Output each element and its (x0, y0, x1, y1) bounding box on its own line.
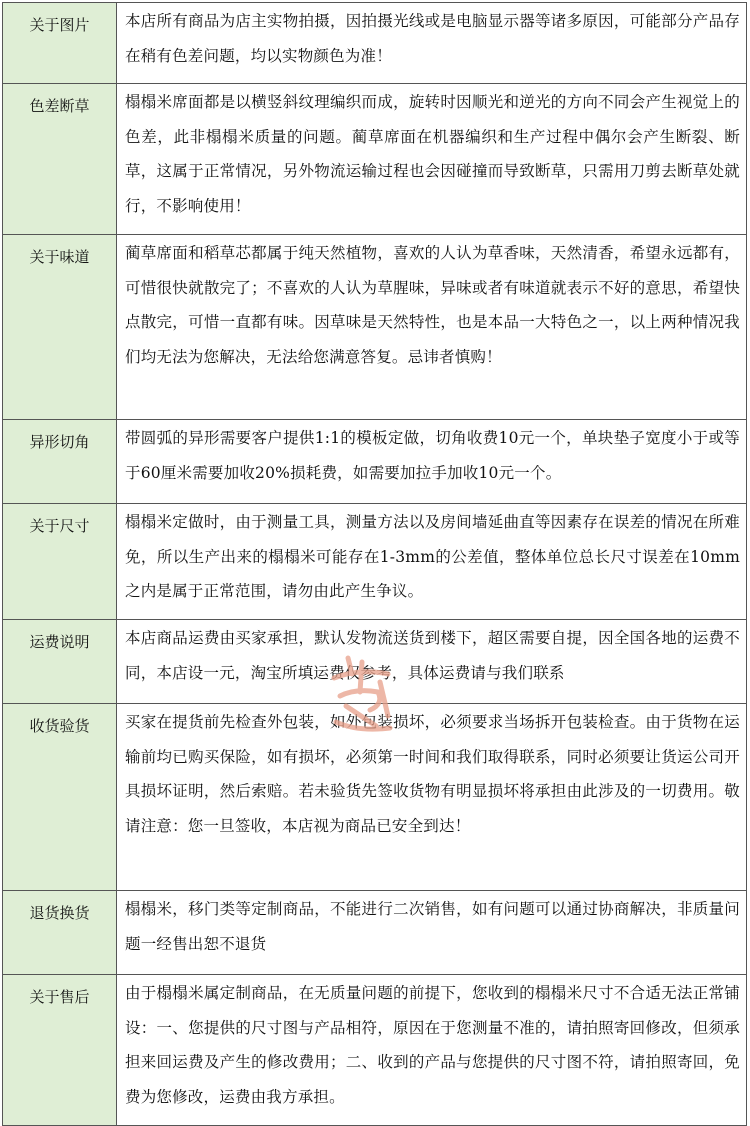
policy-row-shipping (3, 620, 747, 704)
policy-row-custom-shape (3, 420, 747, 504)
row-content: 本店所有商品为店主实物拍摄，因拍摄光线或是电脑显示器等诸多原因，可能部分产品存在稍有色差问题，均以实物颜色为准！ (117, 3, 747, 84)
policy-row-inspection (3, 704, 747, 891)
row-label (3, 704, 117, 891)
label-text: 色差断草 (29, 97, 90, 115)
label-text: 关于售后 (29, 988, 90, 1006)
row-content: 蔺草席面和稻草芯都属于纯天然植物，喜欢的人认为草香味，天然清香，希望永远都有，可惜很快就散完了；不喜欢的人认为草腥味，异味或者有味道就表示不好的意思，希望快点散完，可惜一直都有味。因草味是天然特性，也是本品一大特色之一，以上两种情况我们均无法为您解决，无法给您满意答复。忌讳者慎购！ (117, 235, 747, 420)
row-label (3, 84, 117, 235)
row-content: 由于榻榻米属定制商品，在无质量问题的前提下，您收到的榻榻米尺寸不合适无法正常铺设：一、您提供的尺寸图与产品相符，原因在于您测量不准的，请拍照寄回修改，但须承担来回运费及产生的修改费用；二、收到的产品与您提供的尺寸图不符，请拍照寄回，免费为您修改，运费由我方承担。 (117, 975, 747, 1126)
label-text: 关于尺寸 (29, 517, 90, 535)
row-label (3, 420, 117, 504)
row-content: 榻榻米定做时，由于测量工具，测量方法以及房间墙延曲直等因素存在误差的情况在所难免，所以生产出来的榻榻米可能存在1-3mm的公差值，整体单位总长尺寸误差在10mm之内是属于正常范围，请勿由此产生争议。 (117, 504, 747, 620)
store-policy-table (2, 2, 747, 1126)
label-text: 退货换货 (29, 904, 90, 922)
row-label (3, 975, 117, 1126)
row-label (3, 891, 117, 975)
row-content: 榻榻米，移门类等定制商品，不能进行二次销售，如有问题可以通过协商解决，非质量问题一经售出恕不退货 (117, 891, 747, 975)
row-label (3, 504, 117, 620)
label-text: 运费说明 (29, 633, 90, 651)
row-content: 带圆弧的异形需要客户提供1:1的模板定做，切角收费10元一个，单块垫子宽度小于或等于60厘米需要加收20%损耗费，如需要加拉手加收10元一个。 (117, 420, 747, 504)
label-text: 关于味道 (29, 248, 90, 266)
row-label (3, 620, 117, 704)
policy-row-smell (3, 235, 747, 420)
policy-row-photos (3, 3, 747, 84)
policy-row-size (3, 504, 747, 620)
row-content: 买家在提货前先检查外包装，如外包装损坏，必须要求当场拆开包装检查。由于货物在运输前均已购买保险，如有损坏，必须第一时间和我们取得联系，同时必须要让货运公司开具损坏证明，然后索赔。若未验货先签收货物有明显损坏将承担由此涉及的一切费用。敬请注意：您一旦签收，本店视为商品已安全到达！ (117, 704, 747, 891)
policy-row-after-sales (3, 975, 747, 1126)
label-text: 关于图片 (29, 16, 90, 34)
label-text: 收货验货 (29, 717, 90, 735)
policy-row-color-difference (3, 84, 747, 235)
row-content: 本店商品运费由买家承担，默认发物流送货到楼下，超区需要自提，因全国各地的运费不同，本店设一元，淘宝所填运费仅参考，具体运费请与我们联系 (117, 620, 747, 704)
row-label (3, 3, 117, 84)
row-content: 榻榻米席面都是以横竖斜纹理编织而成，旋转时因顺光和逆光的方向不同会产生视觉上的色差，此非榻榻米质量的问题。蔺草席面在机器编织和生产过程中偶尔会产生断裂、断草，这属于正常情况，另外物流运输过程也会因碰撞而导致断草，只需用刀剪去断草处就行，不影响使用！ (117, 84, 747, 235)
policy-row-returns (3, 891, 747, 975)
label-text: 异形切角 (29, 433, 90, 451)
row-label (3, 235, 117, 420)
